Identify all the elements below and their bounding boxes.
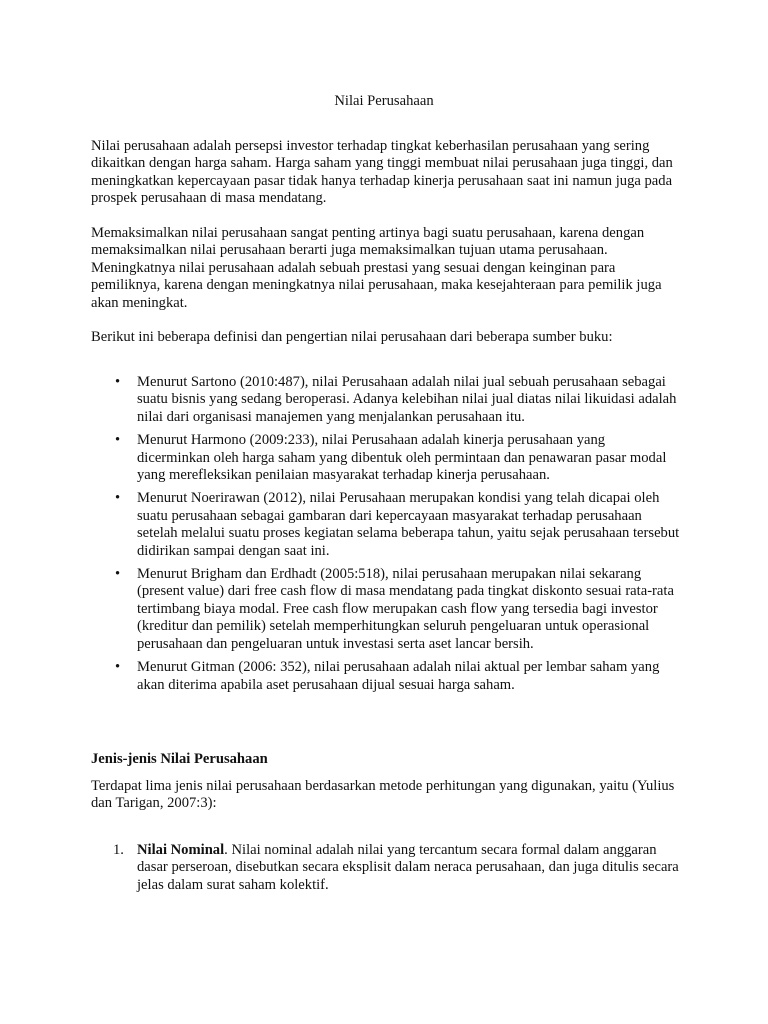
term-description: . Nilai nominal adalah nilai yang tercantum secara formal dalam anggaran dasar perseroan, disebutkan secara eksplisit dalam neraca perusahaan, dan juga ditulis secara jelas dalam surat saham kolektif. [137, 842, 679, 893]
paragraph-definitions-intro: Berikut ini beberapa definisi dan pengertian nilai perusahaan dari beberapa sumber buku: [91, 329, 613, 345]
list-number: 1. [113, 842, 124, 858]
list-item [91, 432, 681, 484]
bullet-icon: • [115, 659, 121, 676]
types-list [91, 842, 681, 894]
list-item [91, 842, 681, 894]
bullet-icon: • [115, 566, 121, 583]
list-item-text: Menurut Noerirawan (2012), nilai Perusahaan merupakan kondisi yang telah dicapai oleh suatu perusahaan sebagai gambaran dari kepercayaan masyarakat terhadap perusahaan setelah melalui suatu proses kegiatan selama beberapa tahun, yaitu sejak perusahaan tersebut didirikan sampai dengan saat ini. [137, 490, 680, 559]
definitions-list [91, 374, 681, 700]
paragraph-intro: Nilai perusahaan adalah persepsi investor terhadap tingkat keberhasilan perusahaan yang sering dikaitkan dengan harga saham. Harga saham yang tinggi membuat nilai perusahaan juga tinggi, dan meningkatkan kepercayaan pasar tidak hanya terhadap kinerja perusahaan saat ini namun juga pada prospek perusahaan di masa mendatang. [91, 138, 673, 207]
list-item [91, 659, 681, 694]
list-item-text: Menurut Gitman (2006: 352), nilai perusahaan adalah nilai aktual per lembar saham yang akan diterima apabila aset perusahaan dijual sesuai harga saham. [137, 659, 660, 693]
list-item-text: Menurut Sartono (2010:487), nilai Perusahaan adalah nilai jual sebuah perusahaan sebagai suatu bisnis yang sedang beroperasi. Adanya kelebihan nilai jual diatas nilai likuidasi adalah nilai dari organisasi manajemen yang menjalankan perusahaan itu. [137, 374, 677, 425]
bullet-icon: • [115, 490, 121, 507]
paragraph-maximize: Memaksimalkan nilai perusahaan sangat penting artinya bagi suatu perusahaan, karena dengan memaksimalkan nilai perusahaan berarti juga memaksimalkan tujuan utama perusahaan. Meningkatnya nilai perusahaan adalah sebuah prestasi yang sesuai dengan keinginan para pemiliknya, karena dengan meningkatnya nilai perusahaan, maka kesejahteraan para pemilik juga akan meningkat. [91, 225, 662, 311]
document-title: Nilai Perusahaan [334, 93, 434, 109]
term-label: Nilai Nominal [137, 842, 225, 858]
bullet-icon: • [115, 432, 121, 449]
list-item [91, 490, 681, 560]
list-item-text: Menurut Brigham dan Erdhadt (2005:518), nilai perusahaan merupakan nilai sekarang (present value) dari free cash flow di masa mendatang pada tingkat diskonto sesuai rata-rata tertimbang biaya modal. Free cash flow merupakan cash flow yang tersedia bagi investor (kreditur dan pemilik) setelah memperhitungkan seluruh pengeluaran untuk operasional perusahaan dan pengeluaran untuk investasi serta aset lancar bersih. [137, 566, 674, 652]
bullet-icon: • [115, 374, 121, 390]
list-item-text: Menurut Harmono (2009:233), nilai Perusahaan adalah kinerja perusahaan yang dicerminkan oleh harga saham yang dibentuk oleh permintaan dan penawaran pasar modal yang merefleksikan penilaian masyarakat terhadap kinerja perusahaan. [137, 432, 667, 484]
paragraph-types-intro: Terdapat lima jenis nilai perusahaan berdasarkan metode perhitungan yang digunakan, yaitu (Yulius dan Tarigan, 2007:3): [91, 778, 675, 812]
list-item [91, 566, 681, 653]
section-heading-jenis: Jenis-jenis Nilai Perusahaan [91, 751, 268, 767]
list-item [91, 374, 681, 426]
